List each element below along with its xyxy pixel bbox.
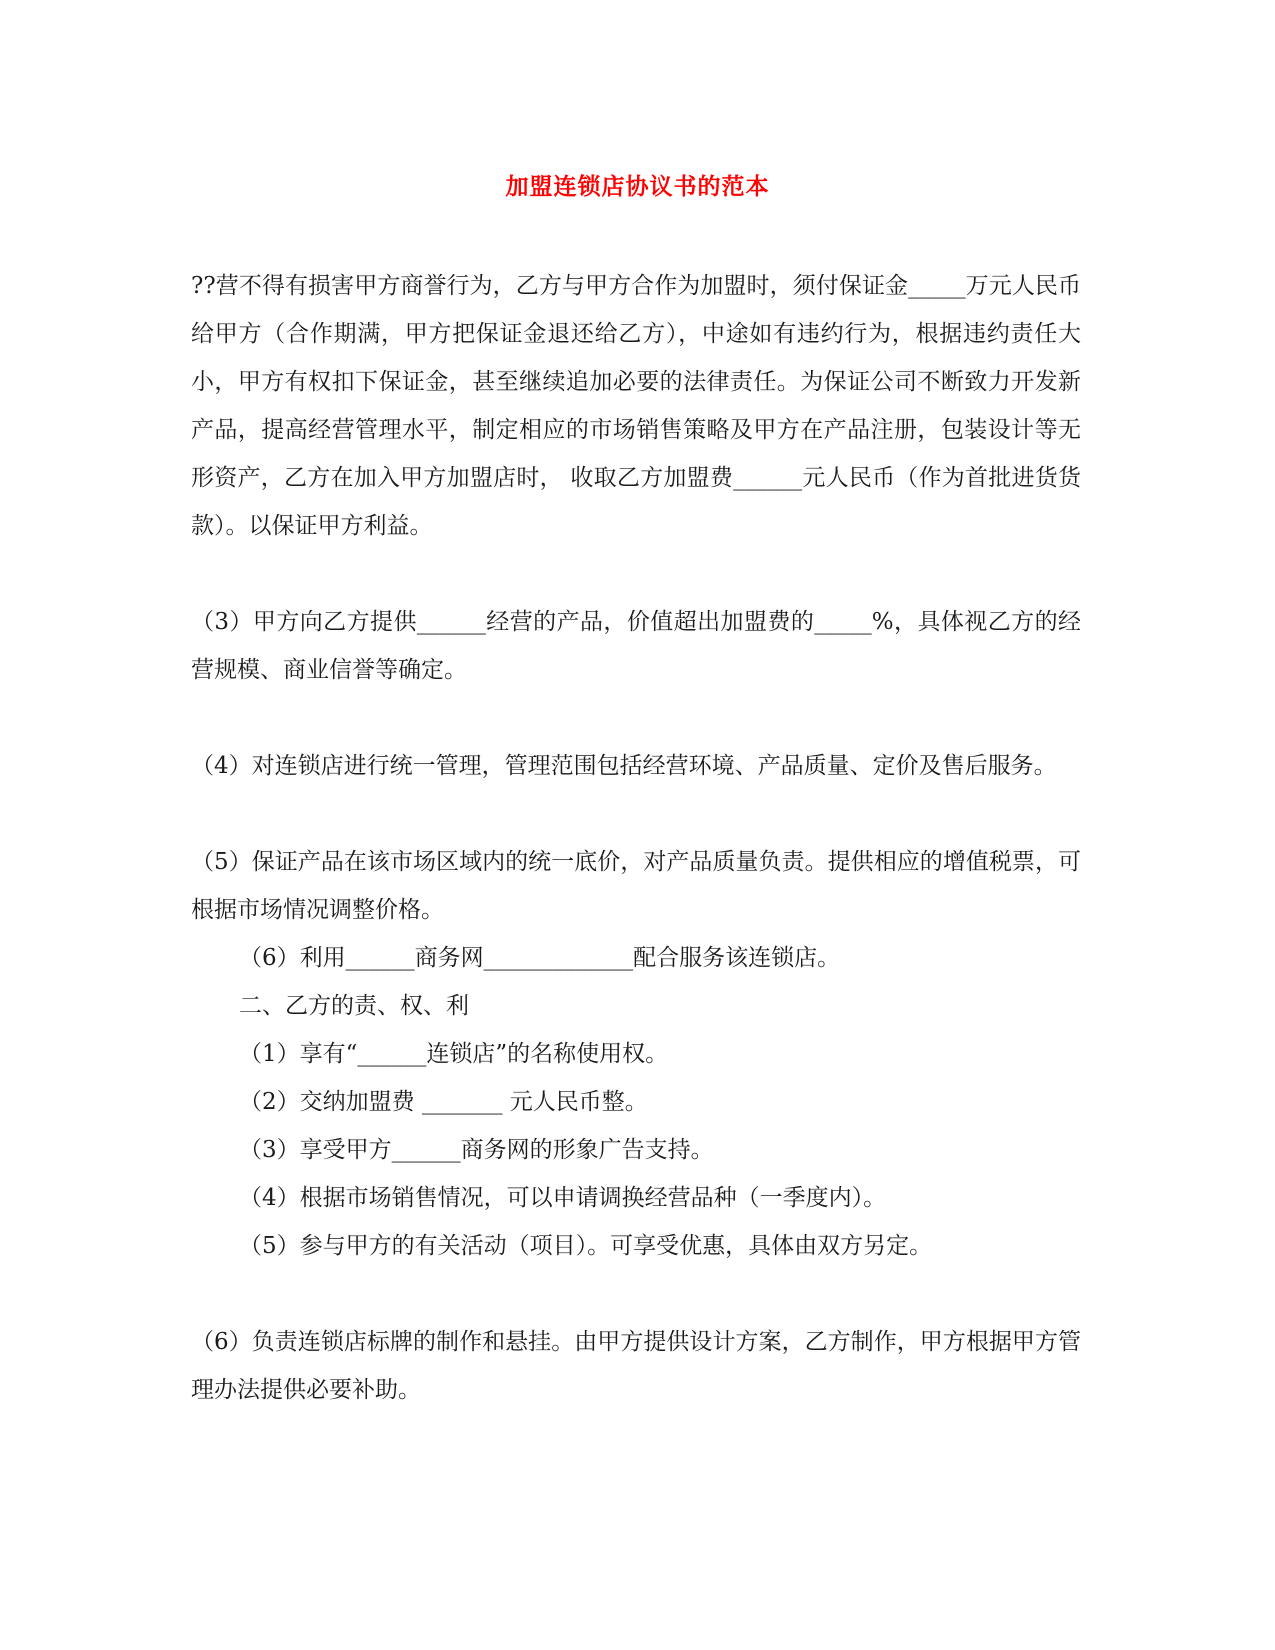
line-b-clause-2: （2）交纳加盟费 _______ 元人民币整。 bbox=[239, 1089, 648, 1115]
line-b-clause-3: （3）享受甲方______商务网的形象广告支持。 bbox=[239, 1137, 714, 1163]
paragraph-clause-4: （4）对连锁店进行统一管理，管理范围包括经营环境、产品质量、定价及售后服务。 bbox=[191, 753, 1057, 779]
paragraph-deposit: ??营不得有损害甲方商誉行为，乙方与甲方合作为加盟时，须付保证金_____万元人民币给甲方（合作期满，甲方把保证金退还给乙方），中途如有违约行为，根据违约责任大小，甲方有权扣下保证金，甚至继续追加必要的法律责任。为保证公司不断致力开发新产品，提高经营管理水平，制定相应的市场销售策略及甲方在产品注册，包装设计等无形资产，乙方在加入甲方加盟店时， 收取乙方加盟费______元人民币（作为首批进货货款）。以保证甲方利益。 bbox=[191, 273, 1081, 539]
paragraph-clause-3: （3）甲方向乙方提供______经营的产品，价值超出加盟费的_____%，具体视乙方的经营规模、商业信誉等确定。 bbox=[191, 609, 1081, 683]
line-b-clause-5: （5）参与甲方的有关活动（项目）。可享受优惠，具体由双方另定。 bbox=[239, 1233, 933, 1259]
paragraph-clause-5: （5）保证产品在该市场区域内的统一底价，对产品质量负责。提供相应的增值税票，可根据市场情况调整价格。 bbox=[191, 849, 1081, 923]
document-title: 加盟连锁店协议书的范本 bbox=[505, 173, 770, 200]
paragraph-b-clause-6: （6）负责连锁店标牌的制作和悬挂。由甲方提供设计方案，乙方制作，甲方根据甲方管理办法提供必要补助。 bbox=[191, 1329, 1081, 1403]
line-clause-6-network: （6）利用______商务网_____________配合服务该连锁店。 bbox=[239, 945, 841, 971]
document-body bbox=[191, 262, 1081, 1414]
section-heading-party-b: 二、乙方的责、权、利 bbox=[239, 993, 469, 1019]
line-b-clause-1: （1）享有“______连锁店”的名称使用权。 bbox=[239, 1041, 669, 1067]
line-b-clause-4: （4）根据市场销售情况，可以申请调换经营品种（一季度内）。 bbox=[239, 1185, 887, 1211]
